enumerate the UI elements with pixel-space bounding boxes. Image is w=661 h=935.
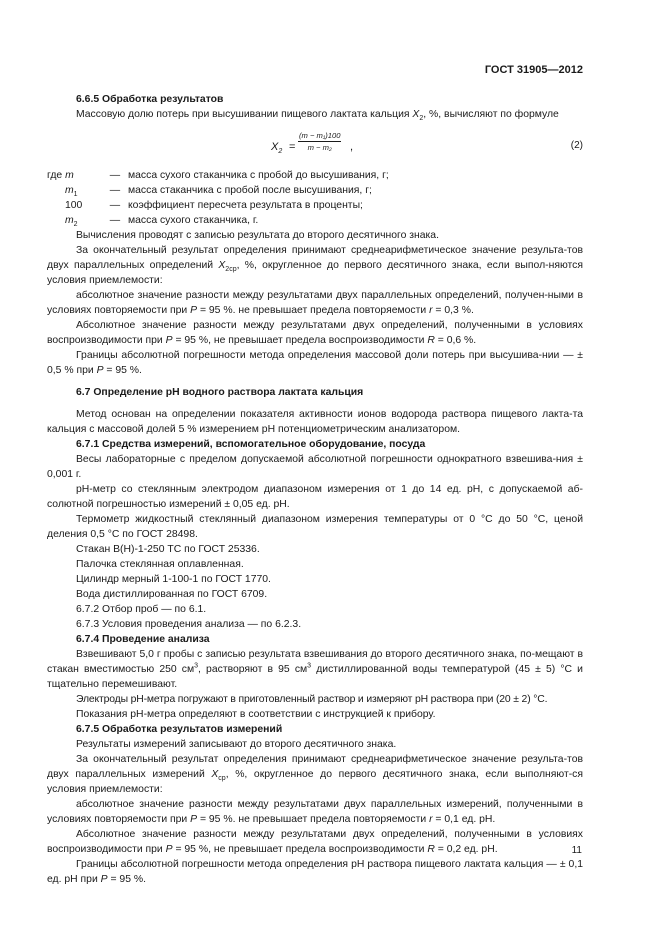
section-6-7-1-heading: 6.7.1 Средства измерений, вспомогательное оборудование, посуда xyxy=(76,439,426,450)
formula-comma: , xyxy=(350,141,354,153)
legend-row: $m_2$ — масса сухого стаканчика, г. xyxy=(65,215,259,229)
paragraph: Границы абсолютной погрешности метода определения массовой доли потерь при высушива-нии — ± 0,5 % при P = 95 %. xyxy=(47,350,583,376)
paragraph: Электроды pH-метра погружают в приготовленный раствор и измеряют pH раствора при (20 ± 2) °С. xyxy=(76,694,548,705)
paragraph: Взвешивают 5,0 г пробы с записью результата взвешивания до второго десятичного знака, по-мещают в стакан вместимостью 250 $см^3$, растворяют в 95 $см^3$ дистиллированной воды температурой (45 ± 5) °С и тщательно перемешивают. xyxy=(47,649,583,690)
section-6-7-5-heading: 6.7.5 Обработка результатов измерений xyxy=(76,724,283,735)
section-6-7-4-heading: 6.7.4 Проведение анализа xyxy=(76,634,210,645)
paragraph: Абсолютное значение разности между результатами двух определений, полученными в условиях воспроизводимости при P = 95 %, не превышает предела воспроизводимости R = 0,2 ед. pH. xyxy=(47,829,583,855)
paragraph: За окончательный результат определения принимают среднеарифметическое значение результа-тов двух параллельных определений $X_{2ср}$, %, округленное до первого десятичного знака, если выпол-няются условия приемлемости: xyxy=(47,245,583,286)
equipment-item: pH-метр со стеклянным электродом диапазоном измерения от 1 до 14 ед. pH, с допускаемой аб-солютной погрешностью измерений ± 0,05 ед. pH. xyxy=(47,484,583,510)
page-number: 11 xyxy=(571,845,582,856)
equipment-item: Вода дистиллированная по ГОСТ 6709. xyxy=(76,589,268,600)
legend-row: где m — масса сухого стаканчика с пробой до высушивания, г; xyxy=(47,170,389,181)
paragraph: Абсолютное значение разности между результатами двух определений, полученными в условиях воспроизводимости при P = 95 %, не превышает предела воспроизводимости R = 0,6 %. xyxy=(47,320,583,346)
equipment-item: Стакан В(Н)-1-250 ТС по ГОСТ 25336. xyxy=(76,544,260,555)
equipment-item: Палочка стеклянная оплавленная. xyxy=(76,559,244,570)
paragraph: абсолютное значение разности между результатами двух параллельных измерений, полученными в условиях повторяемости при P = 95 %. не превышает предела повторяемости r = 0,1 ед. pH. xyxy=(47,799,583,825)
document-id-header: ГОСТ 31905—2012 xyxy=(484,64,583,76)
equipment-item: Термометр жидкостный стеклянный диапазоном измерения температуры от 0 °С до 50 °С, ценой деления 0,5 °С по ГОСТ 28498. xyxy=(47,514,583,540)
page-content xyxy=(47,92,583,887)
section-6-6-5-heading: 6.6.5 Обработка результатов xyxy=(76,94,224,105)
paragraph: Вычисления проводят с записью результата до второго десятичного знака. xyxy=(76,230,439,241)
section-6-6-5-intro: Массовую долю потерь при высушивании пищевого лактата кальция $X_2$, %, вычисляют по формуле xyxy=(76,109,559,123)
section-6-7-3: 6.7.3 Условия проведения анализа — по 6.2.3. xyxy=(76,619,302,630)
paragraph: Метод основан на определении показателя активности ионов водорода раствора пищевого лакта-та кальция с массовой долей 5 % измерением pH потенциометрическим анализатором. xyxy=(47,409,583,435)
formula-2 xyxy=(47,126,583,164)
formula-legend xyxy=(47,168,583,228)
formula-denominator: m − m₂ xyxy=(307,143,332,152)
formula-lhs: $X_2$ xyxy=(271,141,283,156)
legend-row: $m_1$ — масса стаканчика с пробой после высушивания, г; xyxy=(65,185,372,199)
paragraph: Результаты измерений записывают до второго десятичного знака. xyxy=(76,739,397,750)
equipment-item: Весы лабораторные с пределом допускаемой абсолютной погрешности однократного взвешива-ния ± 0,001 г. xyxy=(47,454,583,480)
paragraph: Границы абсолютной погрешности метода определения pH раствора пищевого лактата кальция — ± 0,1 ед. pH при P = 95 %. xyxy=(47,859,583,885)
legend-row: 100 — коэффициент пересчета результата в проценты; xyxy=(65,200,363,211)
section-6-7-2: 6.7.2 Отбор проб — по 6.1. xyxy=(76,604,207,615)
formula-numerator: (m − m₁)100 xyxy=(299,131,341,140)
paragraph: Показания pH-метра определяют в соответствии с инструкцией к прибору. xyxy=(76,709,436,720)
formula-equals: = xyxy=(289,141,296,153)
paragraph: За окончательный результат определения принимают среднеарифметическое значение результа-тов двух параллельных измерений $X_{ср}$, %, округленное до первого десятичного знака, если выполняют-ся условия приемлемости: xyxy=(47,754,583,795)
equipment-item: Цилиндр мерный 1-100-1 по ГОСТ 1770. xyxy=(76,574,271,585)
paragraph: абсолютное значение разности между результатами двух параллельных определений, получен-ными в условиях повторяемости при P = 95 %. не превышает предела повторяемости r = 0,3 %. xyxy=(47,290,583,316)
section-6-7-heading: 6.7 Определение pH водного раствора лактата кальция xyxy=(76,387,364,398)
formula-fraction xyxy=(298,130,341,153)
formula-number: (2) xyxy=(570,140,583,151)
